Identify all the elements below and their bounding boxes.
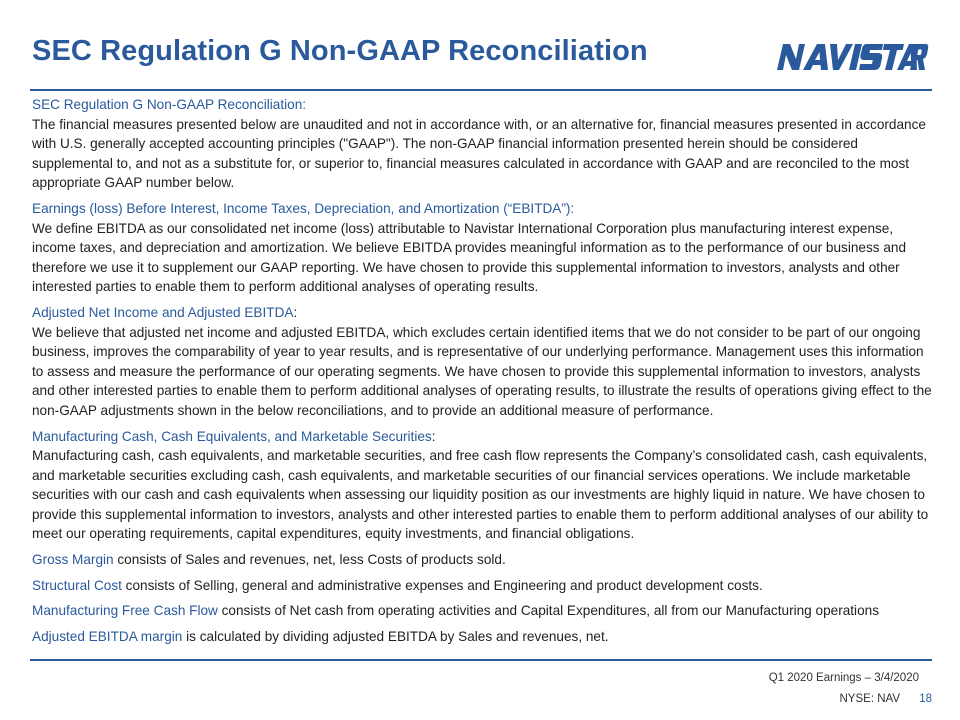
content-body	[32, 95, 937, 652]
section-body: We believe that adjusted net income and adjusted EBITDA, which excludes certain identified items that we do not consider to be part of our ongoing business, improves the comparability of year to year results, and is representative of our underlying performance. Management uses this information to assess and measure the performance of our operating segments. We have chosen to provide this supplemental information to investors, analysts and other interested parties to enable them to perform additional analyses of operating results, to illustrate the results of operations giving effect to the non-GAAP adjustments shown in the below reconciliations, and to provide an additional measure of performance.	[32, 324, 932, 418]
definition-text: consists of Selling, general and administrative expenses and Engineering and product development costs.	[121, 577, 763, 593]
footer-rule	[30, 659, 932, 661]
definition-adjusted-ebitda-margin	[32, 627, 937, 647]
page-title: SEC Regulation G Non-GAAP Reconciliation	[32, 35, 648, 67]
navistar-logo	[775, 40, 930, 74]
header-rule	[30, 89, 932, 91]
definition-gross-margin	[32, 550, 937, 570]
definition-text: consists of Net cash from operating activities and Capital Expenditures, all from our Manufacturing operations	[217, 603, 879, 619]
definition-structural-cost	[32, 576, 937, 596]
heading-colon: :	[431, 428, 436, 444]
footer-ticker: NYSE: NAV	[839, 693, 900, 705]
section-heading: Adjusted Net Income and Adjusted EBITDA	[32, 304, 294, 320]
section-body: We define EBITDA as our consolidated net income (loss) attributable to Navistar International Corporation plus manufacturing interest expense, income taxes, and depreciation and amortization. We believe EBITDA provides meaningful information as to the performance of our business and therefore we use it to supplement our GAAP reporting. We have chosen to provide this supplemental information to investors, analysts and other interested parties to enable them to perform additional analyses of operating results.	[32, 220, 907, 295]
definition-term: Gross Margin	[32, 552, 114, 568]
definition-term: Adjusted EBITDA margin	[32, 628, 183, 644]
heading-colon: :	[293, 304, 298, 320]
section-body: Manufacturing cash, cash equivalents, and marketable securities, and free cash flow represents the Company’s consolidated cash, cash equivalents, and marketable securities excluding cash, cash equivalents, and marketable securities of our financial services operations. We include marketable securities with our cash and cash equivalents when assessing our liquidity position as our investments are highly liquid in nature. We have chosen to provide this supplemental information to investors, analysts and other interested parties to enable them to perform additional analyses of our ability to meet our operating requirements, capital expenditures, equity investments, and financial obligations.	[32, 448, 929, 542]
section-heading: Manufacturing Cash, Cash Equivalents, and Marketable Securities	[32, 428, 432, 444]
section-heading: SEC Regulation G Non-GAAP Reconciliation:	[32, 97, 307, 112]
section-manufacturing-cash	[32, 427, 937, 545]
section-body: The financial measures presented below are unaudited and not in accordance with, or an alternative for, financial measures presented in accordance with U.S. generally accepted accounting principles ("GAAP"). The non-GAAP financial information presented herein should be considered supplemental to, and not as a substitute for, or superior to, financial measures calculated in accordance with GAAP and are reconciled to the most appropriate GAAP number below.	[32, 116, 926, 191]
definition-text: is calculated by dividing adjusted EBITDA by Sales and revenues, net.	[182, 628, 609, 644]
definition-text: consists of Sales and revenues, net, less Costs of products sold.	[113, 552, 506, 568]
definition-term: Manufacturing Free Cash Flow	[32, 603, 218, 619]
definition-manufacturing-fcf	[32, 601, 937, 621]
section-adjusted-net-income	[32, 303, 937, 421]
section-ebitda	[32, 199, 937, 297]
definition-term: Structural Cost	[32, 577, 122, 593]
section-regulation-g	[32, 95, 937, 193]
section-heading: Earnings (loss) Before Interest, Income Taxes, Depreciation, and Amortization (“EBITDA”):	[32, 200, 575, 216]
footer-event: Q1 2020 Earnings – 3/4/2020	[768, 672, 919, 684]
page-number: 18	[919, 693, 932, 705]
